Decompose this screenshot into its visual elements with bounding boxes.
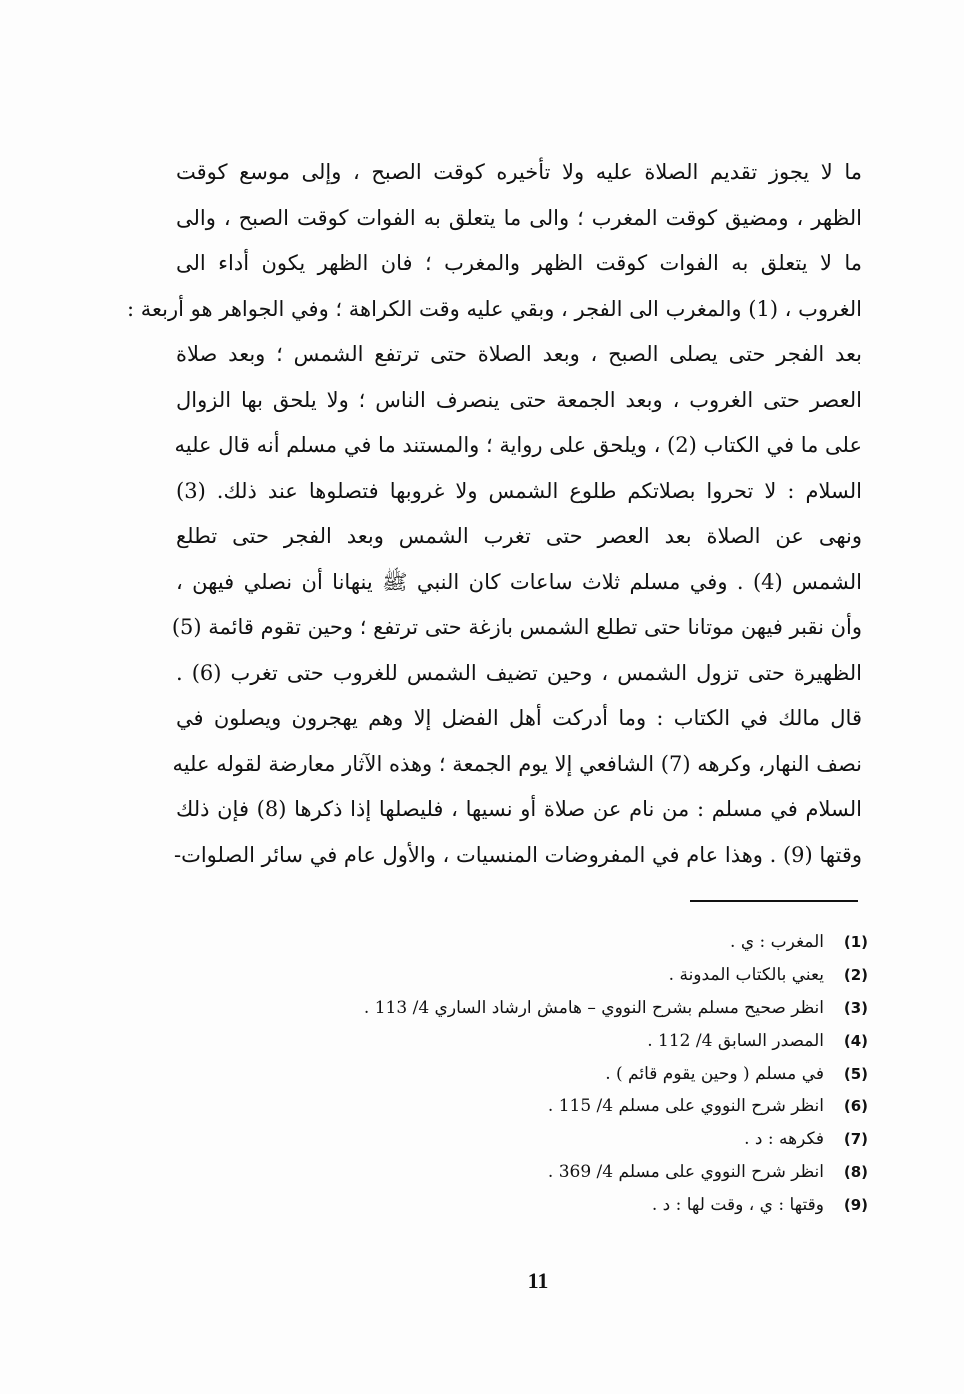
text-line: وأن نقبر فيهن موتانا حتى تطلع الشمس بازغة حتى ترتفع ؛ وحين تقوم قائمة (5) (171, 615, 862, 639)
text-line: قال مالك في الكتاب : وما أدركت أهل الفضل إلا وهم يهجرون ويصلون في (176, 706, 862, 730)
footnote (300, 1090, 868, 1123)
text-line: السلام : لا تحروا بصلاتكم طلوع الشمس ولا غروبها فتصلوها عند ذلك. (3) (176, 478, 862, 503)
footnote (300, 1123, 868, 1156)
text-line: على ما في الكتاب (2) ، ويلحق على رواية ؛ والمستند ما في مسلم أنه قال عليه (174, 433, 862, 457)
page-number: 11 (527, 1268, 549, 1293)
footnote-number: (8) (843, 1162, 868, 1181)
text-line: الغروب ، (1) والمغرب الى الفجر ، وبقي عليه وقت الكراهة ؛ وفي الجواهر هو أربعة : (127, 296, 862, 321)
footnote-text: المصدر السابق 4/ 112 . (647, 1030, 824, 1051)
footnote (300, 1024, 868, 1057)
footnote-text: انظر شرح النووي على مسلم 4/ 115 . (547, 1096, 824, 1117)
text-line: الظهر ، ومضيق كوقت المغرب ؛ والى ما يتعلق به الفوات كوقت الصبح ، والى (176, 205, 862, 230)
footnote-text: في مسلم ( وحين يقوم قائم ) . (605, 1063, 824, 1084)
text-line: ونهى عن الصلاة بعد العصر حتى تغرب الشمس وبعد الفجر حتى تطلع (176, 524, 862, 548)
footnote-text: المغرب : ي . (730, 932, 824, 953)
text-line: ما لا يجوز تقديم الصلاة عليه ولا تأخيره كوقت الصبح ، وإلى موسع كوقت (176, 160, 862, 184)
main-text (127, 150, 863, 878)
footnote-number: (3) (843, 998, 868, 1017)
footnote-text: انظر صحيح مسلم بشرح النووي – هامش ارشاد الساري 4/ 113 . (363, 997, 824, 1018)
footnote (300, 959, 868, 992)
footnote-text: انظر شرح النووي على مسلم 4/ 369 . (547, 1161, 824, 1182)
footnote (300, 1057, 868, 1090)
footnote-number: (4) (843, 1031, 868, 1050)
footnote-number: (7) (843, 1130, 868, 1149)
footnote-number: (1) (843, 933, 868, 952)
footnote (300, 1188, 868, 1221)
text-line: نصف النهار، وكرهه (7) الشافعي إلا يوم الجمعة ؛ وهذه الآثار معارضة لقوله عليه (172, 751, 862, 776)
footnote-number: (6) (843, 1097, 868, 1116)
text-line: الشمس (4) . وفي مسلم ثلاث ساعات كان النبي ﷺ ينهانا أن نصلي فيهن ، (176, 569, 863, 594)
footnote (300, 926, 868, 959)
footnote-text: وقتها : ي ، وقت لها : د . (651, 1194, 824, 1215)
footnote (300, 992, 868, 1025)
text-line: السلام في مسلم : من نام عن صلاة أو نسيها ، فليصلها إذا ذكرها (8) فإن ذلك (176, 797, 862, 821)
footnote (300, 1156, 868, 1189)
text-line: ما لا يتعلق به الفوات كوقت الظهر والمغرب ؛ فان الظهر يكون أداء الى (176, 251, 862, 275)
footnote-number: (2) (843, 966, 868, 985)
footnote-separator (690, 900, 858, 902)
footnotes (300, 926, 868, 1221)
text-line: بعد الفجر حتى يصلى الصبح ، وبعد الصلاة حتى ترتفع الشمس ؛ وبعد صلاة (176, 342, 862, 366)
text-line: وقتها (9) . وهذا عام في المفروضات المنسيات ، والأول عام في سائر الصلوات- (173, 842, 862, 867)
text-line: الظهيرة حتى تزول الشمس ، وحين تضيف الشمس للغروب حتى تغرب (6) . (176, 660, 862, 685)
footnote-number: (9) (843, 1195, 868, 1214)
text-line: العصر حتى الغروب ، وبعد الجمعة حتى ينصرف الناس ؛ ولا يلحق بها الزوال (176, 387, 862, 412)
footnote-number: (5) (843, 1064, 868, 1083)
footnote-text: يعني بالكتاب المدونة . (668, 965, 824, 986)
footnote-text: فكرهه : د . (744, 1129, 824, 1150)
